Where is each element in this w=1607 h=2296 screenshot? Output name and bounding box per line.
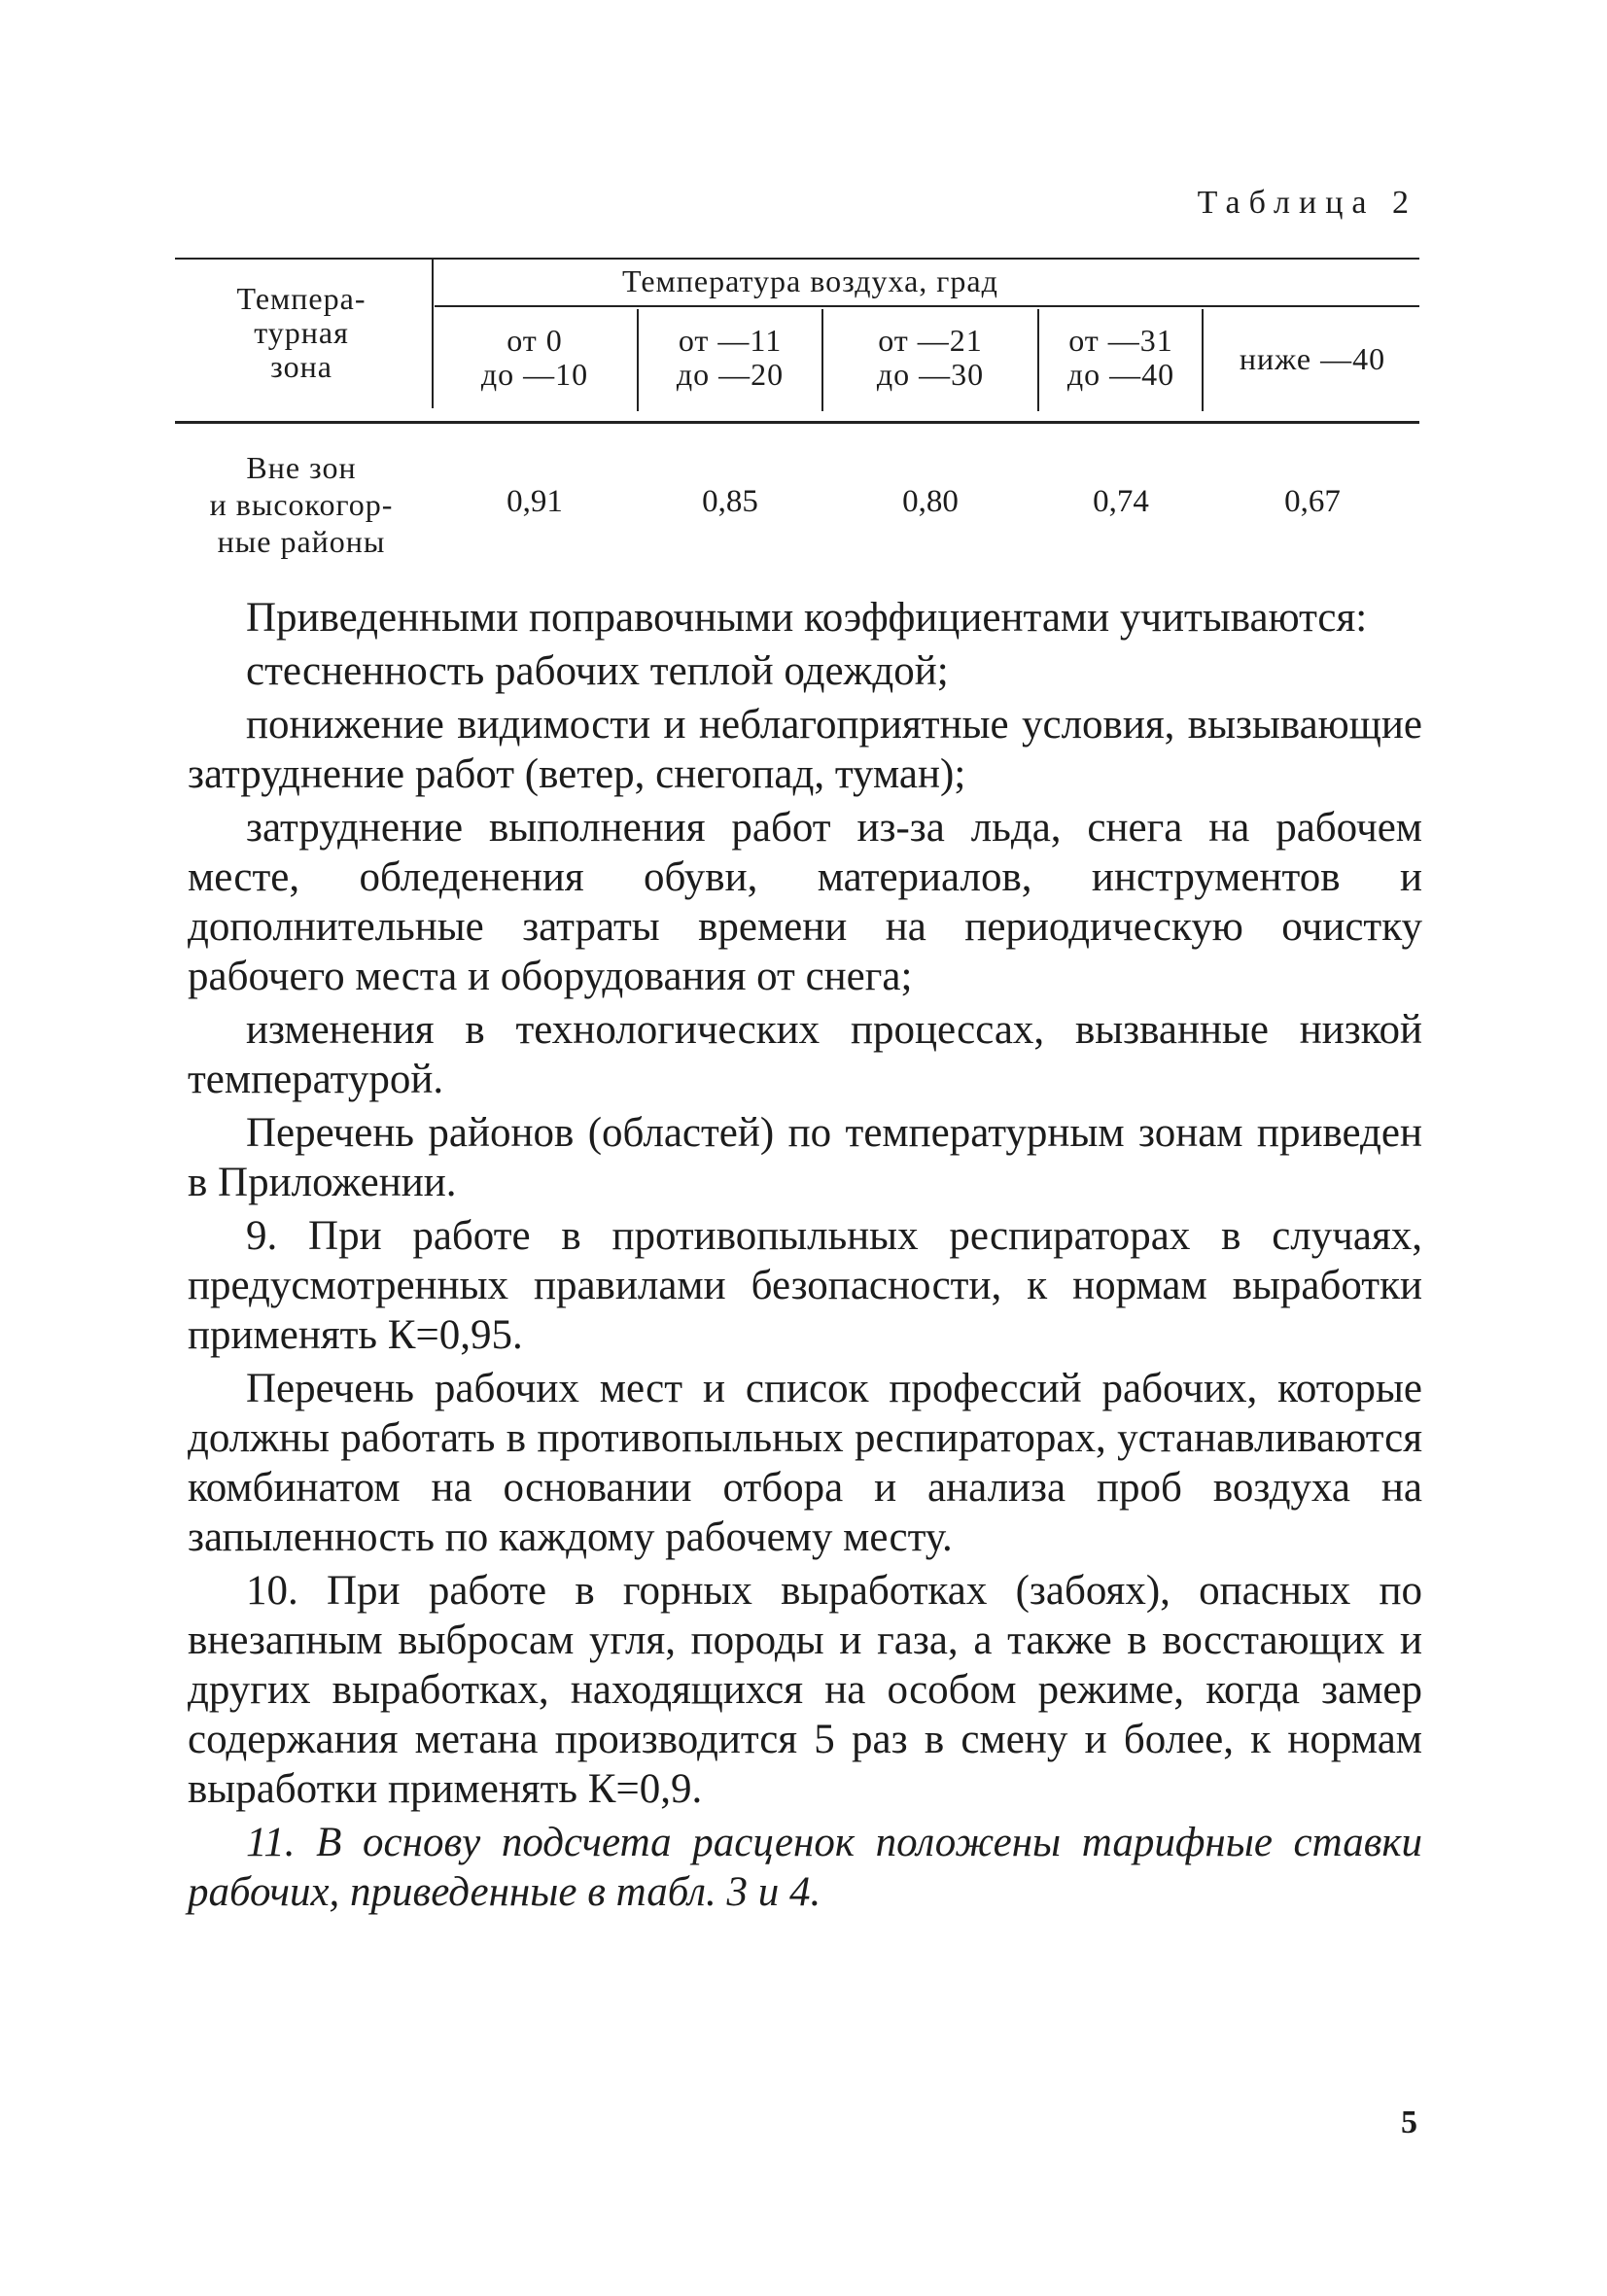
header-col-line: до —20: [676, 357, 785, 392]
row-value: 0,67: [1284, 484, 1341, 519]
page-number: 5: [1401, 2105, 1417, 2140]
paragraph: стесненность рабочих теплой одеждой;: [246, 648, 949, 694]
row-value: 0,80: [902, 484, 959, 519]
table-vrule-2: [821, 309, 823, 411]
paragraph: 9. При работе в противопыльных респираторах в случаях, предусмотренных правилами безопасности, к нормам выработки применять К=0,95.: [188, 1213, 1422, 1358]
header-zone-line: турная: [254, 315, 349, 350]
header-col-line: от 0: [507, 323, 563, 358]
body-text: [188, 593, 1422, 1921]
table-vrule-3: [1037, 309, 1039, 411]
row-value: 0,91: [507, 484, 563, 519]
paragraph: Приведенными поправочными коэффициентами учитываются:: [246, 595, 1368, 641]
paragraph: 11. В основу подсчета расценок положены тарифные ставки рабочих, приведенные в табл. 3 и 4.: [188, 1820, 1422, 1915]
table-vrule-1: [637, 309, 639, 411]
row-value: 0,85: [702, 484, 758, 519]
table-group-rule: [435, 305, 1419, 307]
table-top-rule: [175, 258, 1419, 260]
table-vrule-4: [1202, 309, 1204, 411]
table-vrule-zone: [432, 258, 434, 408]
paragraph: 10. При работе в горных выработках (забоях), опасных по внезапным выбросам угля, породы и газа, а также в восстающих и других выработках, находящихся на особом режиме, когда замер содержания метана производится 5 раз в смену и более, к нормам выработки применять К=0,9.: [188, 1568, 1422, 1812]
header-col-1: [437, 324, 632, 392]
header-col-line: от —21: [878, 323, 983, 358]
paragraph: изменения в технологических процессах, вызванные низкой температурой.: [188, 1007, 1422, 1102]
row-label-line: Вне зон: [246, 450, 357, 485]
paragraph: Перечень рабочих мест и список профессий рабочих, которые должны работать в противопыльных респираторах, устанавливаются комбинатом на основании отбора и анализа проб воздуха на запыленность по каждому рабочему месту.: [188, 1366, 1422, 1560]
header-col-5: [1205, 342, 1419, 376]
header-col-line: от —31: [1068, 323, 1173, 358]
row-value: 0,74: [1093, 484, 1149, 519]
row-label: [175, 449, 428, 560]
header-col-line: до —30: [876, 357, 985, 392]
paragraph: Перечень районов (областей) по температурным зонам приведен в Приложении.: [188, 1110, 1422, 1205]
header-zone-line: Темпера-: [236, 281, 367, 316]
paragraph: понижение видимости и неблагоприятные условия, вызывающие затруднение работ (ветер, снегопад, туман);: [188, 702, 1422, 797]
row-label-line: и высокогор-: [209, 487, 394, 522]
table-caption: Таблица 2: [1197, 185, 1417, 221]
header-group-label: Температура воздуха, град: [622, 263, 998, 298]
header-col-line: от —11: [678, 323, 783, 358]
table-header-bottom-rule: [175, 421, 1419, 424]
header-col-4: [1042, 324, 1200, 392]
header-col-3: [826, 324, 1034, 392]
header-col-line: до —10: [480, 357, 589, 392]
header-col-line: до —40: [1066, 357, 1175, 392]
header-col-2: [642, 324, 819, 392]
header-zone-line: зона: [270, 349, 332, 384]
header-zone-label: [175, 282, 428, 384]
row-label-line: ные районы: [217, 524, 386, 559]
header-col-line: ниже —40: [1239, 341, 1386, 376]
paragraph: затруднение выполнения работ из-за льда, снега на рабочем месте, обледенения обуви, материалов, инструментов и дополнительные затраты времени на периодическую очистку рабочего места и оборудования от снега;: [188, 805, 1422, 999]
